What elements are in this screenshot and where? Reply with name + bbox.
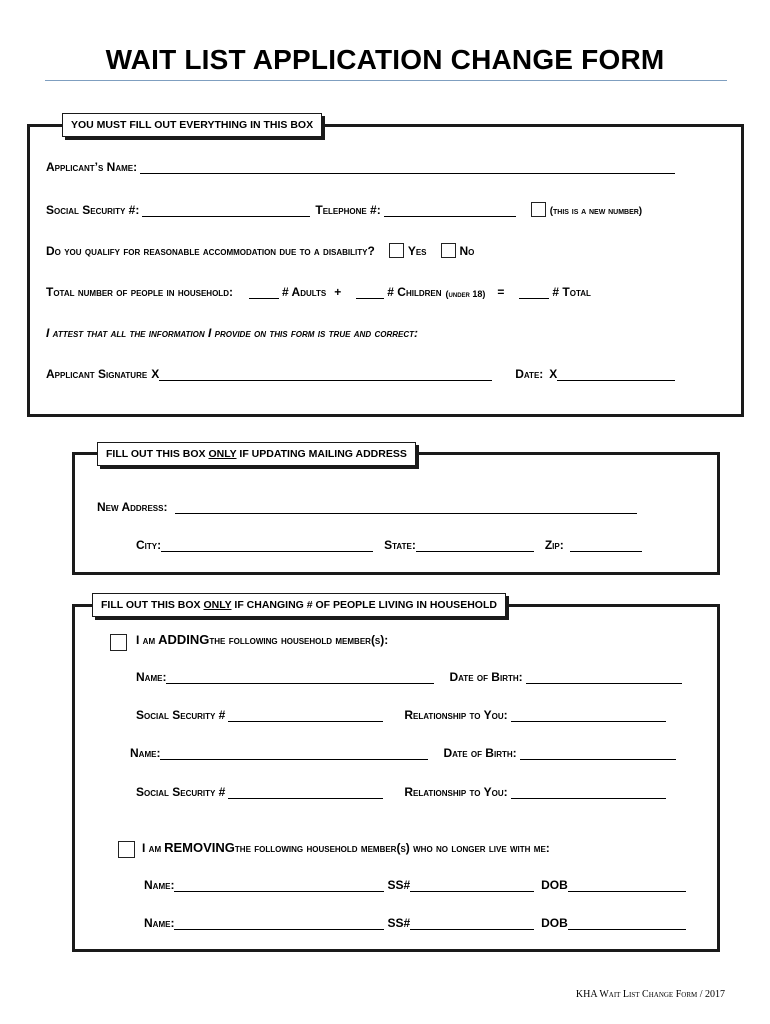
- signature-field[interactable]: [159, 368, 492, 381]
- ssn-phone-row: [46, 202, 642, 217]
- no-label: No: [459, 244, 475, 258]
- household-box-tab: [92, 593, 506, 617]
- mailing-tab-only: ONLY: [208, 448, 237, 460]
- accommodation-row: [46, 243, 474, 258]
- date-label: Date:: [515, 367, 544, 381]
- no-checkbox[interactable]: [441, 243, 456, 258]
- remove-ss-field[interactable]: [410, 879, 534, 892]
- remove-ss-field-2[interactable]: [410, 917, 534, 930]
- remove-ss-label: SS#: [387, 878, 411, 892]
- remove-dob-field[interactable]: [568, 879, 686, 892]
- remove-member-1-row: [144, 878, 689, 892]
- accommodation-question: Do you qualify for reasonable accommodation due to a disability?: [46, 244, 375, 258]
- city-state-zip-row: [136, 538, 645, 552]
- add-name-label: Name:: [136, 670, 167, 684]
- add-ssn-field-2[interactable]: [228, 786, 383, 799]
- adding-header: [136, 632, 388, 647]
- adding-word: ADDING: [158, 632, 210, 647]
- household-tab-text: FILL OUT THIS BOX: [101, 599, 204, 611]
- add-relationship-field[interactable]: [511, 709, 666, 722]
- applicant-name-field[interactable]: [140, 161, 675, 174]
- add-relationship-label-2: Relationship to You:: [404, 785, 508, 799]
- removing-pre: I am: [142, 841, 162, 855]
- remove-name-label-2: Name:: [144, 916, 175, 930]
- new-address-label: New Address:: [97, 500, 168, 514]
- removing-header: [142, 840, 550, 855]
- adding-post: the following household member(s):: [209, 633, 389, 647]
- yes-checkbox[interactable]: [389, 243, 404, 258]
- add-member-2-row: [130, 746, 679, 760]
- add-dob-field[interactable]: [526, 671, 682, 684]
- signature-row: [46, 367, 678, 381]
- add-name-field[interactable]: [166, 671, 434, 684]
- add-ssn-label-2: Social Security #: [136, 785, 226, 799]
- new-number-checkbox[interactable]: [531, 202, 546, 217]
- adults-label: # Adults: [281, 285, 327, 299]
- household-tab-text-end: IF CHANGING # OF PEOPLE LIVING IN HOUSEHOLD: [231, 599, 497, 611]
- yes-label: Yes: [407, 244, 427, 258]
- household-count-row: [46, 285, 591, 299]
- date-x: X: [549, 367, 558, 381]
- new-address-field[interactable]: [175, 501, 637, 514]
- applicant-name-row: [46, 160, 678, 174]
- add-name-field-2[interactable]: [160, 747, 428, 760]
- equals-sign: =: [497, 285, 505, 299]
- mailing-box-tab: [97, 442, 416, 466]
- remove-name-label: Name:: [144, 878, 175, 892]
- add-dob-label-2: Date of Birth:: [443, 746, 517, 760]
- form-footer: KHA Wait List Change Form / 2017: [575, 989, 725, 1000]
- title-divider: [45, 80, 727, 81]
- removing-word: REMOVING: [164, 840, 235, 855]
- remove-dob-label: DOB: [541, 878, 568, 892]
- adults-field[interactable]: [249, 286, 279, 299]
- remove-name-field[interactable]: [174, 879, 384, 892]
- children-field[interactable]: [356, 286, 384, 299]
- adding-pre: I am: [136, 633, 156, 647]
- add-ssn-field[interactable]: [228, 709, 383, 722]
- applicant-box-tab: YOU MUST FILL OUT EVERYTHING IN THIS BOX: [62, 113, 322, 137]
- household-change-box: [72, 604, 720, 952]
- total-label: # Total: [552, 285, 591, 299]
- household-tab-only: ONLY: [203, 599, 232, 611]
- page-title: WAIT LIST APPLICATION CHANGE FORM: [105, 44, 665, 75]
- signature-label: Applicant Signature: [46, 367, 148, 381]
- total-field[interactable]: [519, 286, 549, 299]
- zip-field[interactable]: [570, 539, 642, 552]
- date-field[interactable]: [557, 368, 675, 381]
- mailing-tab-text: FILL OUT THIS BOX: [106, 448, 209, 460]
- add-ssn-label: Social Security #: [136, 708, 226, 722]
- state-field[interactable]: [416, 539, 534, 552]
- adding-checkbox[interactable]: [110, 634, 127, 651]
- remove-dob-label-2: DOB: [541, 916, 568, 930]
- removing-checkbox[interactable]: [118, 841, 135, 858]
- plus-sign: +: [334, 285, 342, 299]
- new-number-label: (this is a new number): [549, 206, 643, 217]
- remove-member-2-row: [144, 916, 689, 930]
- add-dob-label: Date of Birth:: [449, 670, 523, 684]
- add-name-label-2: Name:: [130, 746, 161, 760]
- ssn-field[interactable]: [142, 204, 310, 217]
- telephone-label: Telephone #:: [315, 203, 381, 217]
- total-people-label: Total number of people in household:: [46, 285, 233, 299]
- add-member-2-ssn-row: [136, 785, 669, 799]
- ssn-label: Social Security #:: [46, 203, 140, 217]
- add-relationship-field-2[interactable]: [511, 786, 666, 799]
- add-member-1-row: [136, 670, 685, 684]
- city-label: City:: [136, 538, 162, 552]
- add-dob-field-2[interactable]: [520, 747, 676, 760]
- remove-dob-field-2[interactable]: [568, 917, 686, 930]
- under-18-label: (under 18): [445, 289, 486, 299]
- children-label: # Children: [387, 285, 442, 299]
- new-address-row: [97, 500, 640, 514]
- attestation-text: I attest that all the information I provide on this form is true and correct:: [46, 326, 418, 340]
- signature-x: X: [151, 367, 160, 381]
- remove-ss-label-2: SS#: [387, 916, 411, 930]
- telephone-field[interactable]: [384, 204, 516, 217]
- zip-label: Zip:: [544, 538, 564, 552]
- city-field[interactable]: [161, 539, 373, 552]
- applicant-name-label: Applicant’s Name:: [46, 160, 138, 174]
- add-member-1-ssn-row: [136, 708, 669, 722]
- state-label: State:: [384, 538, 416, 552]
- mailing-tab-text-end: IF UPDATING MAILING ADDRESS: [236, 448, 407, 460]
- removing-post: the following household member(s) who no longer live with me:: [234, 841, 550, 855]
- add-relationship-label: Relationship to You:: [404, 708, 508, 722]
- remove-name-field-2[interactable]: [174, 917, 384, 930]
